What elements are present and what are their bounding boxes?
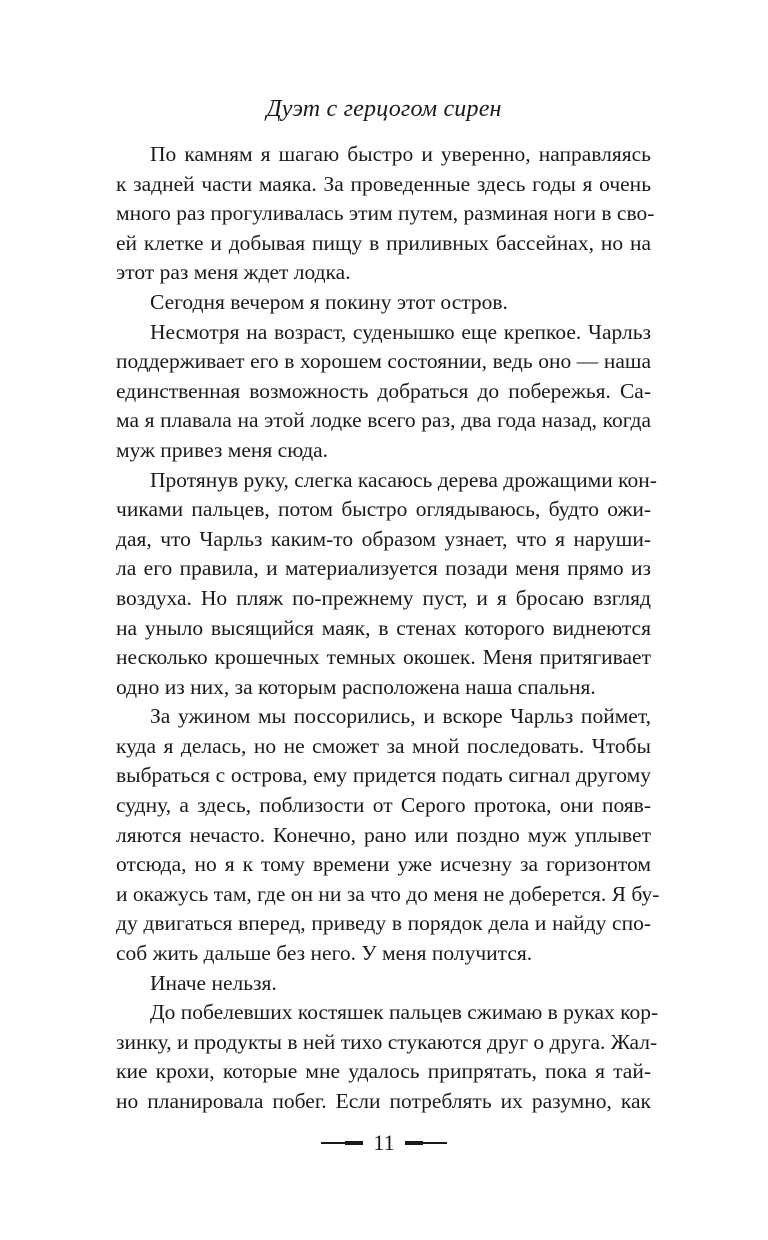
paragraph [116,998,659,1116]
text-line: ма я плавала на этой лодке всего раз, два года назад, когда [116,408,651,433]
text-line: дая, что Чарльз каким-то образом узнает, что я наруши- [116,526,651,551]
body-text [116,140,660,1117]
text-line: единственная возможность добраться до побережья. Са- [116,378,651,403]
text-line: кие крохи, которые мне удалось припрятать, пока я тай- [116,1059,651,1084]
text-line: этот раз меня ждет лодка. [116,260,351,285]
running-title: Дуэт с герцогом сирен [266,96,502,122]
text-line: несколько крошечных темных окошек. Меня притягивает [116,645,651,670]
text-line: поддерживает его в хорошем состоянии, ведь оно — наша [116,349,651,374]
paragraph [116,318,651,466]
text-line: судну, а здесь, поблизости от Серого протока, они появ- [116,793,651,818]
text-line: много раз прогуливалась этим путем, разминая ноги в сво- [116,201,655,226]
text-line: куда я делась, но не сможет за мной последовать. Чтобы [116,733,651,758]
text-line: Протянув руку, слегка касаюсь дерева дрожащими кон- [150,467,657,492]
text-line: соб жить дальше без него. У меня получится. [116,941,533,966]
text-line: ей клетке и добывая пищу в приливных бассейнах, но на [116,230,651,255]
page-number: 11 [373,1130,395,1155]
paragraph [116,969,651,999]
text-line: За ужином мы поссорились, и вскоре Чарльз поймет, [150,704,651,729]
text-line: воздуха. Но пляж по-прежнему пуст, и я бросаю взгляд [116,585,651,610]
page-folio [0,1128,768,1158]
text-line: ду двигаться вперед, приведу в порядок дела и найду спо- [116,911,651,936]
text-line: одно из них, за которым расположена наша спальня. [116,674,596,699]
text-line: До побелевших костяшек пальцев сжимаю в руках кор- [150,1000,659,1025]
text-line: чиками пальцев, потом быстро оглядываюсь, будто ожи- [116,497,651,522]
text-line: По камням я шагаю быстро и уверенно, направляясь [150,142,651,166]
paragraph [116,288,651,318]
text-line: Иначе нельзя. [150,970,277,995]
text-line: к задней части маяка. За проведенные здесь годы я очень [116,171,651,196]
paragraph [116,466,657,703]
text-line: и окажусь там, где он ни за что до меня не доберется. Я бу- [116,881,660,906]
text-line: зинку, и продукты в ней тихо стукаются друг о друга. Жал- [116,1029,658,1054]
text-line: но планировала побег. Если потреблять их разумно, как [116,1089,651,1113]
paragraph [116,702,660,968]
text-line: ляются нечасто. Конечно, рано или поздно муж уплывет [116,822,651,847]
folio-dash-left [321,1142,363,1144]
text-line: выбраться с острова, ему придется подать сигнал другому [116,763,651,788]
paragraph [116,140,655,288]
text-line: Сегодня вечером я покину этот остров. [150,289,508,314]
text-line: Несмотря на возраст, суденышко еще крепкое. Чарльз [150,319,651,344]
text-line: ла его правила, и материализуется позади меня прямо из [116,556,651,581]
folio-dash-right [405,1142,447,1144]
text-line: отсюда, но я к тому времени уже исчезну за горизонтом [116,852,651,877]
text-line: на уныло высящийся маяк, в стенах которого виднеются [116,615,651,640]
text-line: муж привез меня сюда. [116,437,329,462]
